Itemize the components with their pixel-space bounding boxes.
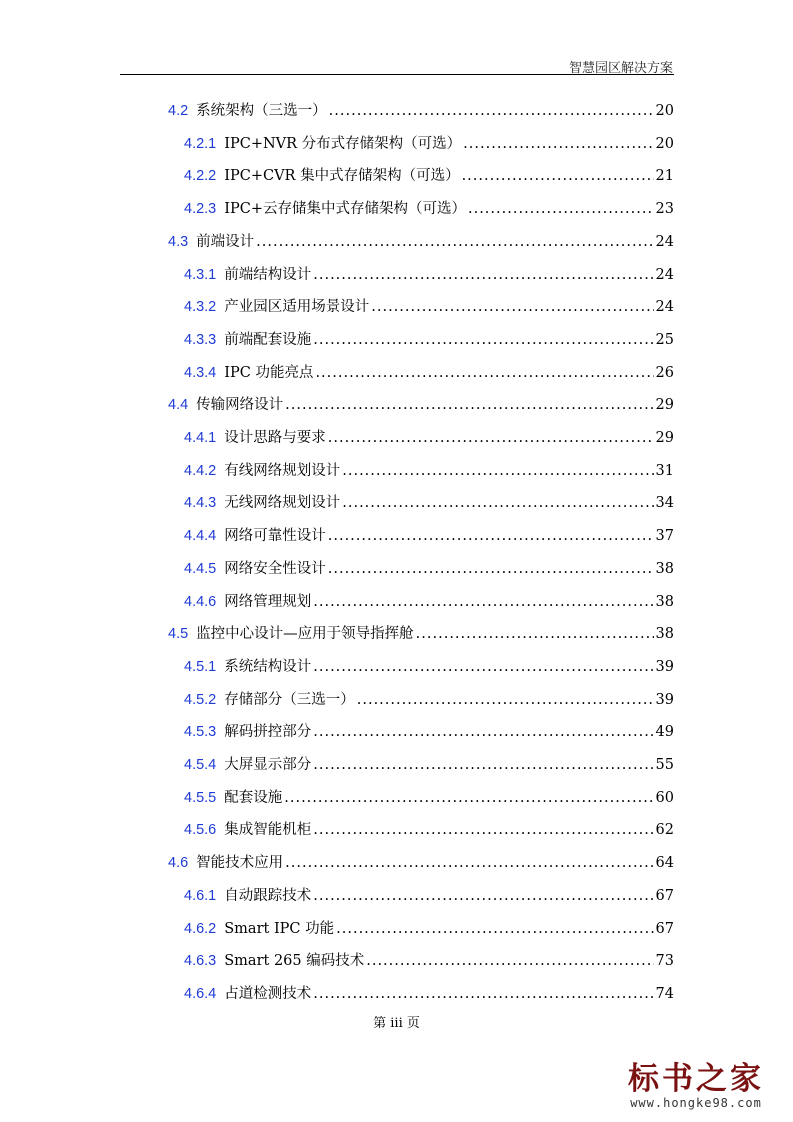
toc-entry[interactable] [184, 263, 674, 287]
toc-entry[interactable] [168, 393, 674, 417]
toc-entry-page: 38 [655, 626, 674, 643]
toc-entry-page: 55 [655, 757, 674, 773]
toc-dot-leader [463, 132, 653, 156]
toc-entry[interactable] [184, 524, 674, 548]
toc-entry-title: 系统结构设计 [224, 658, 312, 675]
watermark-brand: 标书之家 [628, 1061, 764, 1097]
toc-entry-title: IPC+CVR 集中式存储架构（可选） [224, 168, 460, 185]
toc-dot-leader [462, 164, 654, 188]
toc-entry-number: 4.6.1 [184, 887, 217, 904]
toc-entry-title: 监控中心设计—应用于领导指挥舱 [196, 626, 414, 643]
toc-entry-number: 4.6.4 [184, 985, 217, 1002]
toc-entry[interactable] [184, 197, 674, 221]
toc-entry-title: 网络管理规划 [224, 593, 312, 610]
toc-dot-leader [284, 786, 653, 810]
toc-entry-title: 有线网络规划设计 [224, 462, 341, 479]
toc-dot-leader [313, 720, 653, 744]
toc-entry[interactable] [184, 361, 674, 385]
toc-entry-page: 34 [655, 495, 674, 512]
toc-entry-page: 38 [655, 560, 674, 577]
toc-entry-number: 4.4.1 [184, 430, 217, 446]
toc-entry-title: 网络可靠性设计 [224, 528, 326, 545]
toc-dot-leader [313, 328, 653, 352]
toc-entry[interactable] [184, 459, 674, 483]
toc-entry[interactable] [184, 491, 674, 515]
toc-entry-page: 26 [655, 364, 674, 381]
toc-entry-page: 67 [655, 920, 674, 937]
toc-entry-title: 存储部分（三选一） [224, 691, 355, 708]
toc-entry-page: 73 [655, 953, 674, 970]
toc-entry-number: 4.2.2 [184, 168, 217, 185]
toc-entry[interactable] [184, 786, 674, 810]
toc-entry-title: Smart 265 编码技术 [224, 953, 365, 970]
toc-dot-leader [285, 393, 653, 417]
toc-entry-title: 设计思路与要求 [224, 430, 326, 446]
toc-entry-title: 解码拼控部分 [224, 724, 312, 741]
toc-dot-leader [313, 753, 653, 777]
toc-entry[interactable] [184, 655, 674, 679]
toc-entry-title: 前端配套设施 [224, 331, 312, 348]
toc-entry-number: 4.5.5 [184, 789, 217, 806]
toc-entry-page: 39 [655, 691, 674, 708]
toc-entry-title: 无线网络规划设计 [224, 495, 341, 512]
toc-entry-number: 4.5.1 [184, 658, 217, 675]
toc-dot-leader [416, 622, 654, 646]
toc-entry-number: 4.5.4 [184, 757, 217, 773]
toc-entry-number: 4.3.1 [184, 266, 217, 283]
toc-entry-title: 智能技术应用 [196, 855, 284, 872]
toc-dot-leader [313, 590, 653, 614]
toc-entry-number: 4.4.6 [184, 593, 217, 610]
toc-entry[interactable] [184, 720, 674, 744]
toc-entry-title: 大屏显示部分 [224, 757, 312, 773]
toc-dot-leader [328, 524, 654, 548]
toc-dot-leader [313, 655, 653, 679]
toc-entry-number: 4.3.3 [184, 331, 217, 348]
toc-entry[interactable] [184, 164, 674, 188]
toc-dot-leader [315, 361, 653, 385]
toc-dot-leader [366, 949, 653, 973]
toc-entry-title: 传输网络设计 [196, 397, 284, 414]
watermark-logo [611, 1062, 781, 1110]
toc-entry-title: 集成智能机柜 [224, 822, 312, 839]
toc-entry-page: 23 [655, 201, 674, 218]
toc-entry-page: 39 [655, 658, 674, 675]
toc-entry-title: 网络安全性设计 [224, 560, 326, 577]
toc-entry-page: 38 [655, 593, 674, 610]
toc-entry[interactable] [168, 230, 674, 254]
toc-entry-page: 60 [655, 789, 674, 806]
toc-entry-title: 自动跟踪技术 [224, 887, 312, 904]
toc-entry-title: 前端设计 [196, 233, 255, 250]
toc-entry-number: 4.6.3 [184, 953, 217, 970]
toc-entry-number: 4.5.2 [184, 691, 217, 708]
toc-entry[interactable] [184, 557, 674, 581]
toc-entry-title: 配套设施 [224, 789, 283, 806]
toc-entry[interactable] [184, 688, 674, 712]
toc-dot-leader [357, 688, 654, 712]
toc-entry-number: 4.4.2 [184, 462, 217, 479]
toc-entry-page: 29 [655, 430, 674, 446]
toc-entry-title: IPC 功能亮点 [224, 364, 314, 381]
toc-dot-leader [313, 982, 653, 1006]
toc-entry[interactable] [184, 917, 674, 941]
toc-entry[interactable] [184, 818, 674, 842]
toc-entry-number: 4.4 [168, 397, 189, 414]
toc-dot-leader [371, 295, 653, 319]
toc-entry-number: 4.3.2 [184, 299, 217, 316]
header-divider [120, 74, 674, 75]
toc-entry-title: Smart IPC 功能 [224, 920, 335, 937]
toc-dot-leader [256, 230, 653, 254]
toc-dot-leader [313, 818, 653, 842]
toc-entry-page: 67 [655, 887, 674, 904]
toc-entry[interactable] [168, 622, 674, 646]
toc-entry-number: 4.2.1 [184, 135, 217, 152]
toc-entry-page: 24 [655, 266, 674, 283]
toc-entry-page: 74 [655, 985, 674, 1002]
toc-entry[interactable] [184, 949, 674, 973]
toc-dot-leader [342, 459, 653, 483]
toc-entry-number: 4.3.4 [184, 364, 217, 381]
toc-dot-leader [336, 917, 653, 941]
toc-entry-number: 4.5.6 [184, 822, 217, 839]
toc-entry-page: 24 [655, 233, 674, 250]
watermark-url: www.hongke98.com [630, 1096, 762, 1110]
toc-entry[interactable] [184, 328, 674, 352]
toc-entry[interactable] [184, 982, 674, 1006]
toc-entry-title: 前端结构设计 [224, 266, 312, 283]
toc-entry-number: 4.2 [168, 103, 189, 119]
toc-entry[interactable] [184, 295, 674, 319]
toc-entry-page: 49 [655, 724, 674, 741]
toc-entry-number: 4.6.2 [184, 920, 217, 937]
toc-entry-page: 25 [655, 331, 674, 348]
toc-entry-page: 20 [655, 135, 674, 152]
toc-entry-number: 4.5.3 [184, 724, 217, 741]
toc-entry-title: IPC+NVR 分布式存储架构（可选） [224, 135, 462, 152]
toc-entry-page: 37 [655, 528, 674, 545]
toc-dot-leader [285, 851, 653, 875]
toc-entry-page: 24 [655, 299, 674, 316]
toc-entry[interactable] [168, 99, 674, 123]
toc-dot-leader [313, 263, 653, 287]
toc-entry-page: 31 [655, 462, 674, 479]
toc-dot-leader [342, 491, 653, 515]
toc-dot-leader [468, 197, 654, 221]
toc-entry-number: 4.3 [168, 233, 189, 250]
toc-entry[interactable] [184, 884, 674, 908]
toc-entry-number: 4.2.3 [184, 201, 217, 218]
toc-entry-title: 系统架构（三选一） [196, 103, 327, 119]
toc-entry-title: 占道检测技术 [224, 985, 312, 1002]
toc-entry-page: 21 [655, 168, 674, 185]
toc-entry-page: 29 [655, 397, 674, 414]
page-number: 第 iii 页 [373, 1016, 420, 1031]
toc-entry[interactable] [184, 753, 674, 777]
toc-dot-leader [328, 557, 654, 581]
toc-entry-page: 20 [655, 103, 674, 119]
toc-entry-number: 4.4.5 [184, 560, 217, 577]
toc-entry-page: 64 [655, 855, 674, 872]
toc-entry-number: 4.5 [168, 626, 189, 643]
toc-entry-title: 产业园区适用场景设计 [224, 299, 370, 316]
toc-entry[interactable] [184, 590, 674, 614]
toc-entry-number: 4.6 [168, 855, 189, 872]
toc-entry[interactable] [184, 132, 674, 156]
toc-entry-number: 4.4.4 [184, 528, 217, 545]
header-title: 智慧园区解决方案 [568, 61, 673, 76]
toc-dot-leader [328, 426, 654, 450]
toc-entry-page: 62 [655, 822, 674, 839]
toc-entry-number: 4.4.3 [184, 495, 217, 512]
toc-entry[interactable] [168, 851, 674, 875]
toc-dot-leader [329, 99, 654, 123]
toc-entry-title: IPC+云存储集中式存储架构（可选） [224, 201, 466, 218]
toc-entry[interactable] [184, 426, 674, 450]
toc-dot-leader [313, 884, 653, 908]
